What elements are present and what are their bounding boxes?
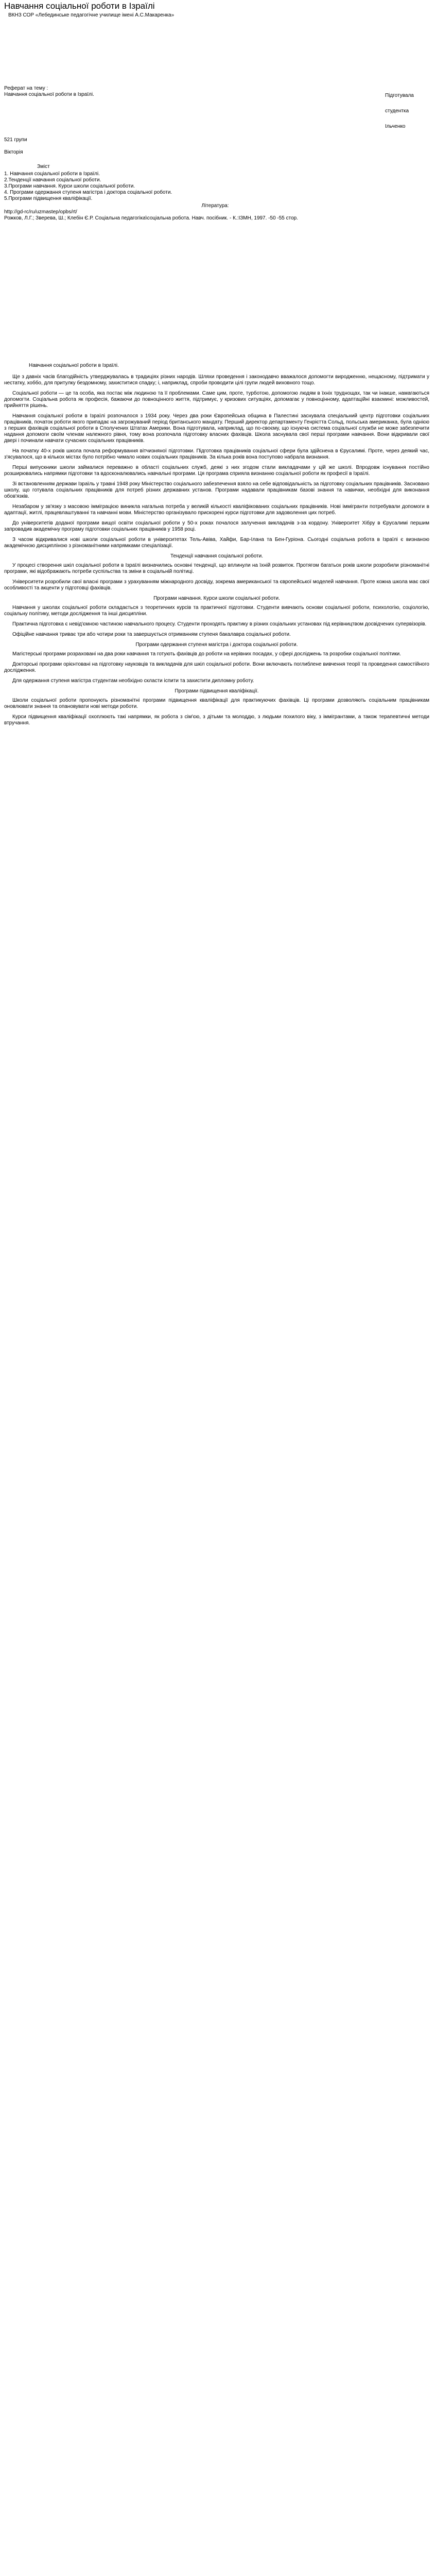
author-surname: Ільченко bbox=[385, 124, 406, 129]
paragraph: У процесі створення шкіл соціальної роботи в Ізраїлі визначились основні тенденції, що вплинули на їхній розвиток. Протягом багатьох років школи розробили різноманітні програми, які відображають потреби суспільства та зміни в соціальній політиці. bbox=[4, 563, 429, 574]
paragraph: На початку 40-х років школа почала реформування вітчизняної підготовки. Підготовка працівників соціальної сфери була здійснена в Єрусалимі. Проте, через деякий час, з'ясувалося, що в кількох містах було потрібно чимало нових соціальних працівників. За кілька років вона поступово набрала визнання. bbox=[4, 448, 429, 460]
paragraph: Зі встановленням держави Ізраїль у травні 1948 року Міністерство соціального забезпечення взяло на себе відповідальність за підготовку соціальних працівників. Засновано школу, що готувала соціальних працівників для потреб різних державних установ. Програми надавали працівникам базові знання та навички, необхідні для виконання обов'язків. bbox=[4, 481, 429, 499]
paragraph: Ще з давніх часів благодійність утверджувалась в традиціях різних народів. Шляхи проведення і законодавчо вважалося допомогти виродженню, нещасному, підтримати у нестатку, хоббо, для притулку бездомному, захиститися спадку; і, наприклад, спроби проводити цілі групи людей виховного тощо. bbox=[4, 374, 429, 386]
paragraph: Докторські програми орієнтовані на підготовку науковців та викладачів для шкіл соціальної роботи. Вони включають поглиблене вивчення теорії та проведення самостійного дослідження. bbox=[4, 662, 429, 673]
referat-block bbox=[4, 86, 94, 98]
student-label: студентка bbox=[385, 108, 409, 114]
author-first-name: Вікторія bbox=[4, 149, 23, 155]
prepared-label: Підготувала bbox=[385, 93, 414, 98]
paragraph: Школи соціальної роботи пропонують різноманітні програми підвищення кваліфікації для практикуючих фахівців. Ці програми дозволяють соціальним працівникам оновлювати знання та опановувати нові методи роботи. bbox=[4, 698, 429, 709]
paragraph: Незабаром у зв'язку з масовою імміграцією виникла нагальна потреба у великій кількості кваліфікованих соціальних працівників. Нові іммігранти потребували допомоги в адаптації, житлі, працевлаштуванні та навчанні мови. Міністерство організувало прискорені курси підготовки для задоволення цих потреб. bbox=[4, 504, 429, 516]
referat-topic: Навчання соціальної роботи в Ізраїлі. bbox=[4, 92, 94, 97]
title-block bbox=[4, 1, 174, 19]
section-heading-5: Програми підвищення кваліфікації. bbox=[175, 688, 259, 694]
paragraph: Перші випускники школи займалися переважно в області соціальних служб, деякі з них згодом стали викладачами у цій же школі. Впродовж існування постійно розширювались напрямки підготовки та вдосконалювались навчальні програми. Ця програма сприяла визнанню соціальної роботи як професії в Ізраїлі. bbox=[4, 465, 429, 477]
paragraph: Магістерські програми розраховані на два роки навчання та готують фахівців до роботи на керівних посадах, у сфері досліджень та розробки соціальної політики. bbox=[12, 651, 402, 657]
section-heading-4: Програми одержання ступеня магістра і доктора соціальної роботи. bbox=[135, 642, 298, 648]
literature-item: http://gd-rc/ru/uzmastep/opbs/rt/ bbox=[4, 209, 77, 215]
paragraph: З часом відкривалися нові школи соціальної роботи в університетах Тель-Авіва, Хайфи, Бар-Ілана та Бен-Гуріона. Сьогодні соціальна робота в Ізраїлі є визнаною академічною дисципліною з різноманітними напрямками спеціалізації. bbox=[4, 537, 429, 549]
paragraph: Навчання у школах соціальної роботи складається з теоретичних курсів та практичної підготовки. Студенти вивчають основи соціальної роботи, психологію, соціологію, соціальну політику, методи дослідження та інші дисципліни. bbox=[4, 605, 429, 617]
institution-name: ВКНЗ СОР «Лебединське педагогічне училище імені А.С.Макаренка» bbox=[8, 12, 175, 18]
section-heading-1: Навчання соціальної роботи в Ізраїлі. bbox=[29, 363, 119, 368]
contents-item: 1. Навчання соціальної роботи в Ізраїлі. bbox=[4, 171, 100, 177]
paragraph: Курси підвищення кваліфікації охоплюють такі напрямки, як робота з сім'єю, з дітьми та молоддю, з людьми похилого віку, з іммігрантами, а також терапевтичні методи втручання. bbox=[4, 714, 429, 726]
contents-item: 4. Програми одержання ступеня магістра і доктора соціальної роботи. bbox=[4, 190, 172, 195]
paragraph: Університети розробили свої власні програми з урахуванням міжнародного досвіду, зокрема американської та європейської моделей навчання. Проте кожна школа має свої особливості та акценти у підготовці фахівців. bbox=[4, 579, 429, 591]
paragraph: Для одержання ступеня магістра студентам необхідно скласти іспити та захистити дипломну роботу. bbox=[12, 678, 254, 684]
paragraph: Соціальної роботи — це та особа, яка постає між людиною та її проблемами. Саме цим, проте, турботою, допомогою людям в їхніх труднощах, так чи інакше, намагаються допомогти. Соціальна робота як професія, бажаючи до повноцінного життя, підтримує, у кризових ситуаціях, допомагає у повноцінному, адаптаційні взаємині: можливостей, прийняття рішень. bbox=[4, 391, 429, 409]
author-block bbox=[385, 93, 431, 139]
paragraph: Практична підготовка є невід'ємною частиною навчального процесу. Студенти проходять практику в різних соціальних установах під керівництвом досвідчених супервізорів. bbox=[12, 621, 427, 627]
contents-item: 2.Тенденції навчання соціальної роботи. bbox=[4, 177, 101, 183]
paragraph: До університетів доданої програми вищої освіти соціальної роботи у 50-х роках почалося залучення викладачів з-за кордону. Університет Хібру в Єрусалимі першим запровадив академічну програму підготовки соціальних працівників у 1958 році. bbox=[4, 520, 429, 532]
group-label: 521 групи bbox=[4, 137, 27, 143]
section-heading-3: Програми навчання. Курси школи соціальної роботи. bbox=[153, 596, 280, 601]
literature-item: Рожков, Л.Г.; Зверева, Ш.; Клебін Є.Р. Соціальна педагогіка\соціальна робота. Навч. посібник. - К.:ІЗМН, 1997. -50 -55 стор. bbox=[4, 215, 299, 221]
paragraph: Навчання соціальної роботи в Ізраїлі розпочалося з 1934 року. Через два роки Європейська община в Палестині заснувала спеціальний центр підготовки соціальних працівників, початок роботи якого припадає на загрожуваний період британського мандату. Перший директор департаменту Генрієтта Сольд, польська американка, була однією з перших фахівців соціальної роботи в Сполучених Штатах Америки. Вона підготувала, наприклад, що по-своєму, що існуюча система соціальної служби не може забезпечити надання допомоги своїм членам належного рівня, тому вона розпочала підготовку власних фахівців. Школа заснувала свої перші програми навчання. Вони відкривали свої двері і починали навчати сучасних соціальних працівників. bbox=[4, 413, 429, 444]
contents-heading: Зміст bbox=[37, 164, 50, 170]
contents-item: 5.Програми підвищення кваліфікації. bbox=[4, 196, 93, 201]
main-text bbox=[4, 363, 429, 731]
referat-label: Реферат на тему : bbox=[4, 86, 48, 91]
page-title: Навчання соціальної роботи в Ізраїлі bbox=[4, 1, 155, 11]
paragraph: Офіційне навчання триває три або чотири роки та завершується отриманням ступеня бакалавра соціальної роботи. bbox=[12, 632, 291, 637]
section-heading-2: Тенденції навчання соціальної роботи. bbox=[170, 553, 264, 559]
literature-heading: Література: bbox=[201, 203, 229, 209]
table-of-contents bbox=[4, 164, 426, 222]
contents-item: 3.Програми навчання. Курси школи соціальної роботи. bbox=[4, 183, 135, 189]
